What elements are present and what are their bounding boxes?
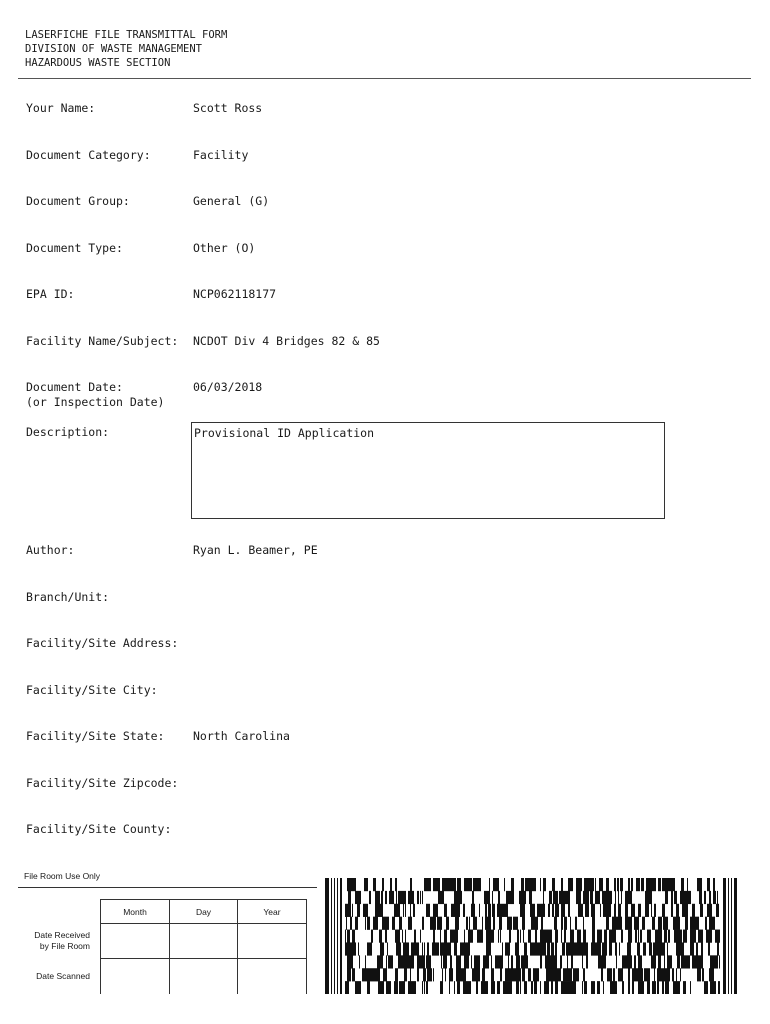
author-value: Ryan L. Beamer, PE (193, 543, 318, 557)
description-value: Provisional ID Application (194, 426, 375, 440)
your-name-value: Scott Ross (193, 101, 263, 115)
facility-name-value: NCDOT Div 4 Bridges 82 & 85 (193, 334, 380, 348)
branch-unit-label: Branch/Unit: (26, 590, 110, 604)
date-scanned-month-cell[interactable] (101, 959, 170, 994)
date-scanned-year-cell[interactable] (238, 959, 307, 994)
site-city-label: Facility/Site City: (26, 683, 158, 697)
document-group-value: General (G) (193, 194, 270, 208)
document-type-label: Document Type: (26, 241, 123, 255)
document-category-value: Facility (193, 148, 249, 162)
header-line-2: DIVISION OF WASTE MANAGEMENT (25, 43, 203, 55)
file-room-title: File Room Use Only (24, 871, 101, 881)
epa-id-value: NCP062118177 (193, 287, 277, 301)
document-date-sublabel: (or Inspection Date) (26, 395, 165, 409)
document-date-value: 06/03/2018 (193, 380, 263, 394)
header-line-1: LASERFICHE FILE TRANSMITTAL FORM (25, 29, 228, 41)
column-day: Day (170, 900, 238, 924)
your-name-label: Your Name: (26, 101, 96, 115)
date-received-label: Date Received by File Room (20, 924, 101, 959)
document-date-label: Document Date: (26, 380, 123, 394)
facility-name-label: Facility Name/Subject: (26, 334, 179, 348)
column-year: Year (238, 900, 307, 924)
document-category-label: Document Category: (26, 148, 151, 162)
header-divider (18, 78, 751, 79)
header-line-3: HAZARDOUS WASTE SECTION (25, 57, 171, 69)
file-room-table (20, 899, 307, 994)
barcode-image (325, 878, 740, 994)
date-received-month-cell[interactable] (101, 924, 170, 959)
date-scanned-label: Date Scanned (20, 959, 101, 994)
description-box (191, 422, 665, 519)
site-state-label: Facility/Site State: (26, 729, 165, 743)
epa-id-label: EPA ID: (26, 287, 75, 301)
site-county-label: Facility/Site County: (26, 822, 172, 836)
form-header (25, 28, 227, 70)
site-zipcode-label: Facility/Site Zipcode: (26, 776, 179, 790)
date-scanned-day-cell[interactable] (170, 959, 238, 994)
document-group-label: Document Group: (26, 194, 130, 208)
document-type-value: Other (O) (193, 241, 256, 255)
description-label: Description: (26, 425, 110, 439)
site-state-value: North Carolina (193, 729, 290, 743)
author-label: Author: (26, 543, 75, 557)
column-month: Month (101, 900, 170, 924)
date-received-day-cell[interactable] (170, 924, 238, 959)
date-received-year-cell[interactable] (238, 924, 307, 959)
site-address-label: Facility/Site Address: (26, 636, 179, 650)
file-room-divider (18, 887, 317, 888)
